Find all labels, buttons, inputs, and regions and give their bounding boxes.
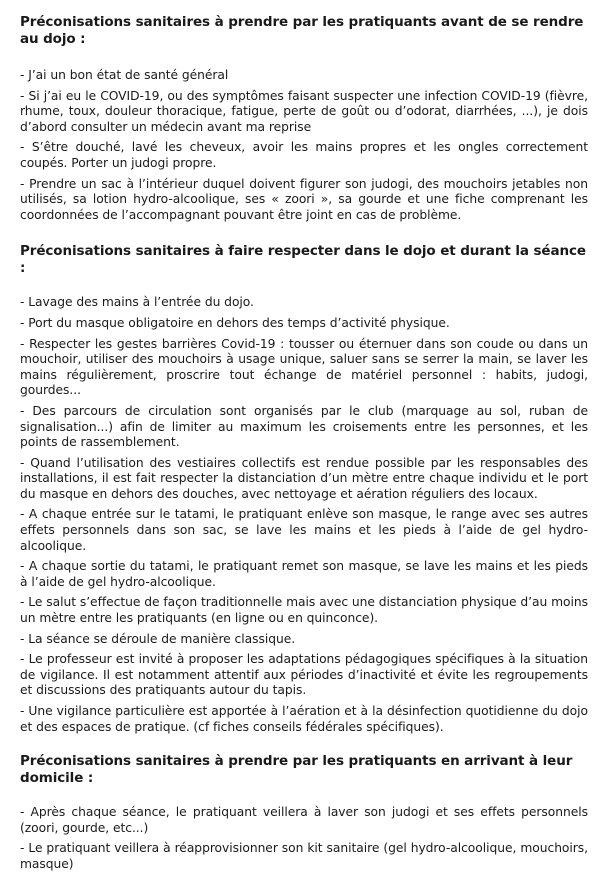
- list-item: - Une vigilance particulière est apportée à l’aération et à la désinfection quotidienne du dojo et des espaces de pratique. (cf fiches conseils fédérales spécifiques).: [20, 704, 588, 734]
- list-item: - La séance se déroule de manière classique.: [20, 631, 296, 646]
- bullet-list: [20, 805, 588, 872]
- bullet-list: [20, 68, 588, 223]
- list-item: - Respecter les gestes barrières Covid-19 : tousser ou éternuer dans son coude ou dans un mouchoir, utiliser des mouchoirs à usage unique, saluer sans se serrer la main, se laver les mains régulièrement, proscrire tout échange de matériel personnel : habits, judogi, gourdes...: [20, 336, 588, 398]
- list-item: - Le pratiquant veillera à réapprovisionner son kit sanitaire (gel hydro-alcoolique, mouchoirs, masque): [20, 841, 588, 871]
- list-item: - Le salut s’effectue de façon traditionnelle mais avec une distanciation physique d’au moins un mètre entre les pratiquants (en ligne ou en quinconce).: [20, 595, 588, 626]
- list-item: - Lavage des mains à l’entrée du dojo.: [20, 295, 254, 310]
- list-item: - Le professeur est invité à proposer les adaptations pédagogiques spécifiques à la situation de vigilance. Il est notamment attentif aux périodes d’inactivité et évite les regroupements et discussions des pratiquants autour du tapis.: [20, 652, 588, 698]
- list-item: - S’être douché, lavé les cheveux, avoir les mains propres et les ongles correctement coupés. Porter un judogi propre.: [20, 140, 588, 170]
- list-item: - A chaque entrée sur le tatami, le pratiquant enlève son masque, le range avec ses autres effets personnels dans son sac, se lave les mains et les pieds à l’aide de gel hydro-alcoolique.: [20, 507, 588, 553]
- list-item: - Port du masque obligatoire en dehors des temps d’activité physique.: [20, 315, 450, 330]
- list-item: - Des parcours de circulation sont organisés par le club (marquage au sol, ruban de signalisation...) afin de limiter au maximum les croisements entre les personnes, et les points de rassemblement.: [20, 403, 588, 450]
- list-item: - Quand l’utilisation des vestiaires collectifs est rendue possible par les responsables des installations, il est fait respecter la distanciation d’un mètre entre chaque individu et le port du masque en dehors des douches, avec nettoyage et aération réguliers des locaux.: [20, 455, 588, 501]
- list-item: - J’ai un bon état de santé général: [20, 68, 229, 82]
- list-item: - Après chaque séance, le pratiquant veillera à laver son judogi et ses effets personnels (zoori, gourde, etc...): [20, 805, 588, 835]
- section-heading: Préconisations sanitaires à prendre par les pratiquants en arrivant à leur domicile :: [20, 753, 573, 787]
- list-item: - A chaque sortie du tatami, le pratiquant remet son masque, se lave les mains et les pieds à l’aide de gel hydro-alcoolique.: [20, 559, 588, 589]
- section-at-home: [20, 753, 588, 872]
- bullet-list: [20, 295, 588, 735]
- section-before-dojo: [20, 14, 588, 223]
- list-item: - Prendre un sac à l’intérieur duquel doivent figurer son judogi, des mouchoirs jetables non utilisés, sa lotion hydro-alcoolique, ses « zoori », sa gourde et une fiche comprenant les coordonnées de l’accompagnant pouvant être joint en cas de problème.: [20, 176, 588, 222]
- section-in-dojo: [20, 243, 588, 735]
- section-heading: Préconisations sanitaires à prendre par les pratiquants avant de se rendre au dojo :: [20, 14, 584, 47]
- list-item: - Si j’ai eu le COVID-19, ou des symptômes faisant suspecter une infection COVID-19 (fièvre, rhume, toux, douleur thoracique, fatigue, perte de goût ou d’odorat, diarrhées, ...), je dois d’abord consulter un médecin avant ma reprise: [20, 88, 588, 134]
- section-heading: Préconisations sanitaires à faire respecter dans le dojo et durant la séance :: [20, 243, 586, 277]
